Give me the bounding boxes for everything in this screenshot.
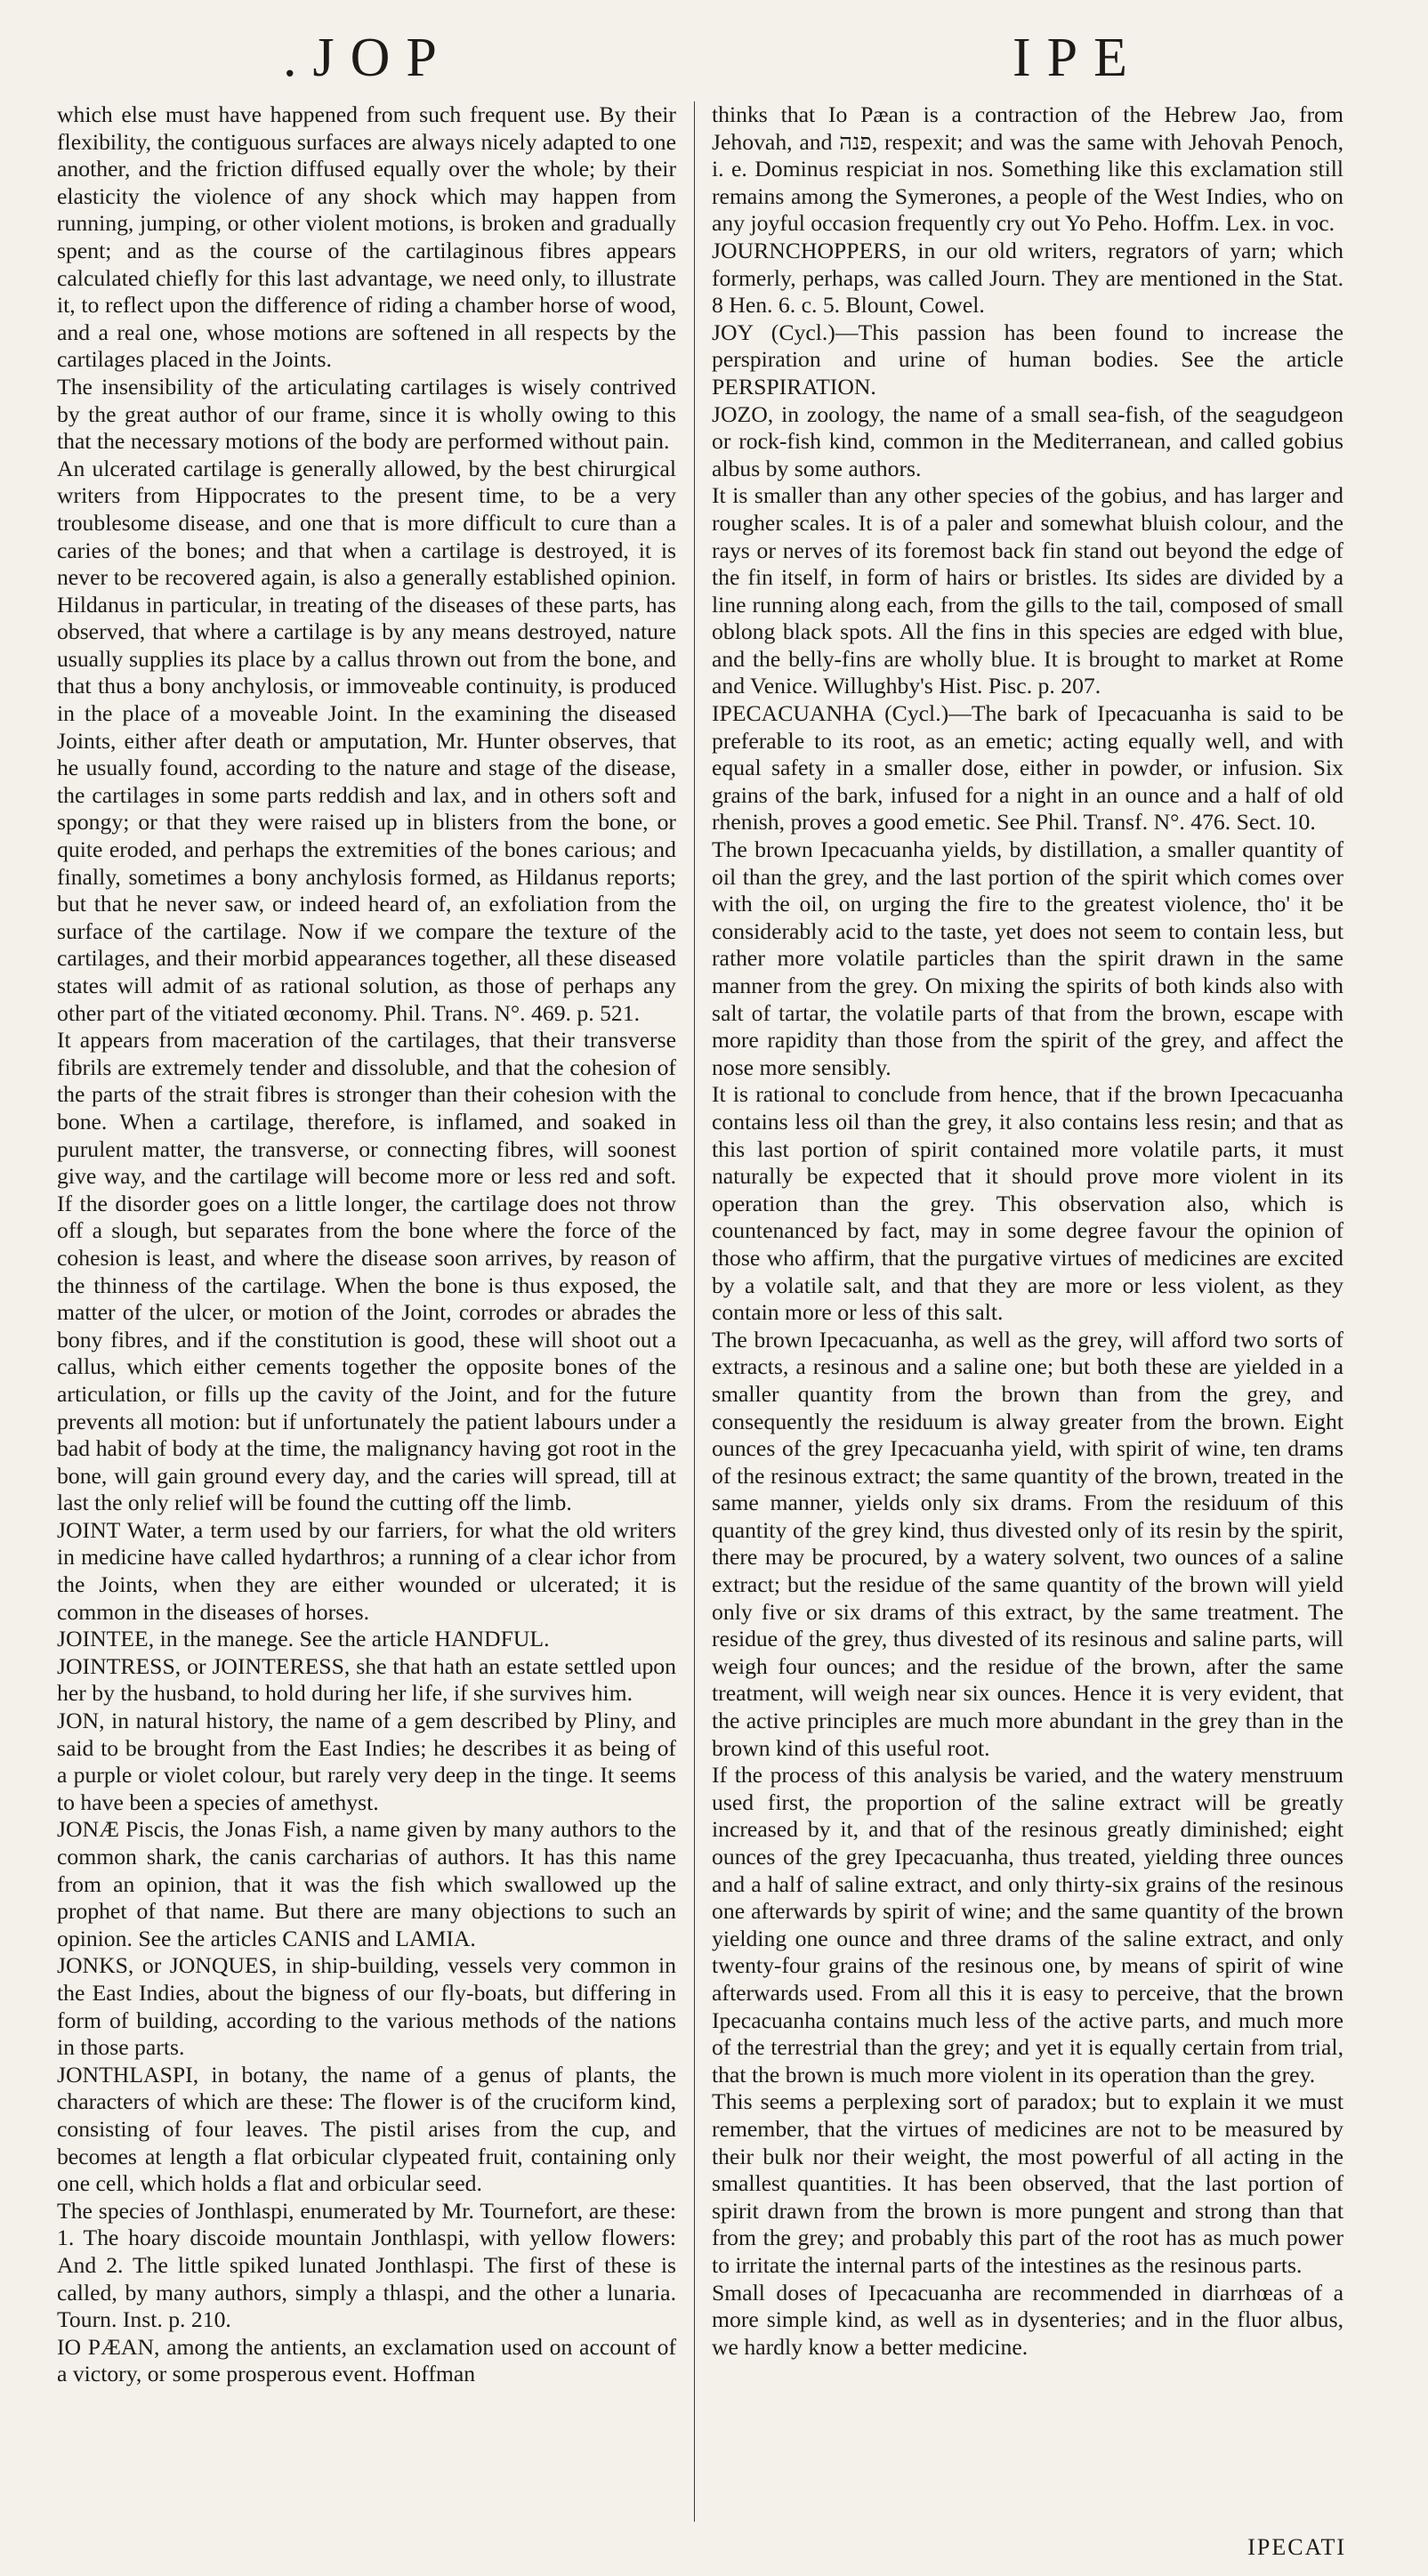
entry-jonae-piscis: JONÆ Piscis, the Jonas Fish, a name given by many authors to the common shark, the canis carcharias of authors. It has this name from an opinion, that it was the fish which swallowed up the prophet of that name. But there are many objections to such an opinion. See the articles CANIS and LAMIA. <box>57 1816 676 1951</box>
paragraph: This seems a perplexing sort of paradox; but to explain it we must remember, that the virtues of medicines are not to be measured by their bulk nor their weight, the most powerful of all acting in the smallest quantities. It has been observed, that the last portion of spirit drawn from the brown is more pungent and strong than that from the grey; and probably this part of the root has as much power to irritate the internal parts of the intestines as the resinous parts. <box>712 2088 1343 2278</box>
entry-jonks: JONKS, or JONQUES, in ship-building, vessels very common in the East Indies, about the bigness of our fly-boats, but differing in form of building, according to the various methods of the nations in those parts. <box>57 1952 676 2061</box>
paragraph: It is smaller than any other species of the gobius, and has larger and rougher scales. It is of a paler and somewhat bluish colour, and the rays or nerves of its foremost back fin stand out beyond the edge of the fin itself, in form of hairs or bristles. Its sides are divided by a line running along each, from the gills to the tail, composed of small oblong black spots. All the fins in this species are edged with blue, and the belly-fins are wholly blue. It is brought to market at Rome and Venice. Willughby's Hist. Pisc. p. 207. <box>712 482 1343 699</box>
right-column <box>712 101 1343 2361</box>
paragraph: The species of Jonthlaspi, enumerated by Mr. Tournefort, are these: 1. The hoary discoide mountain Jonthlaspi, with yellow flowers: And 2. The little spiked lunated Jonthlaspi. The first of these is called, by many authors, simply a thlaspi, and the other a lunaria. Tourn. Inst. p. 210. <box>57 2197 676 2333</box>
running-head-left: .JOP <box>283 28 453 88</box>
paragraph: If the process of this analysis be varied, and the watery menstruum used first, the proportion of the saline extract will be greatly increased by it, and that of the resinous greatly diminished; eight ounces of the grey Ipecacuanha, thus treated, yielding three ounces and a half of saline extract, and only thirty-six grains of the resinous one afterwards by spirit of wine; and the same quantity of the brown yielding one ounce and three drams of the saline extract, and only twenty-four grains of the resinous one, by means of spirit of wine afterwards used. From all this it is easy to perceive, that the brown Ipecacuanha contains much less of the active parts, and much more of the terrestrial than the grey; and yet it is equally certain from trial, that the brown is much more violent in its operation than the grey. <box>712 1762 1343 2087</box>
entry-jointee: JOINTEE, in the manege. See the article HANDFUL. <box>57 1626 550 1652</box>
entry-journchoppers: JOURNCHOPPERS, in our old writers, regrators of yarn; which formerly, perhaps, was called Journ. They are mentioned in the Stat. 8 Hen. 6. c. 5. Blount, Cowel. <box>712 237 1343 319</box>
column-divider <box>694 101 695 2522</box>
paragraph: An ulcerated cartilage is generally allowed, by the best chirurgical writers from Hippocrates to the present time, to be a very troublesome disease, and one that is more difficult to cure than a caries of the bones; and that when a cartilage is destroyed, it is never to be recovered again, is also a generally established opinion. Hildanus in particular, in treating of the diseases of these parts, has observed, that where a cartilage is by any means destroyed, nature usually supplies its place by a callus thrown out from the bone, and that thus a bony anchylosis, or immoveable continuity, is produced in the place of a moveable Joint. In the examining the diseased Joints, either after death or amputation, Mr. Hunter observes, that he usually found, according to the nature and stage of the disease, the cartilages in some parts reddish and lax, and in others soft and spongy; or that they were raised up in blisters from the bone, or quite eroded, and perhaps the extremities of the bones carious; and finally, sometimes a bony anchylosis formed, as Hildanus reports; but that he never saw, or indeed heard of, an exfoliation from the surface of the cartilage. Now if we compare the texture of the cartilages, and their morbid appearances together, all these diseased states will admit of as rational solution, as those of perhaps any other part of the vitiated œconomy. Phil. Trans. N°. 469. p. 521. <box>57 455 676 1026</box>
entry-joint-water: JOINT Water, a term used by our farriers, for what the old writers in medicine have called hydarthros; a running of a clear ichor from the Joints, when they are either wounded or ulcerated; it is common in the diseases of horses. <box>57 1516 676 1625</box>
entry-jozo: JOZO, in zoology, the name of a small sea-fish, of the seagudgeon or rock-fish kind, common in the Mediterranean, and called gobius albus by some authors. <box>712 400 1343 481</box>
left-column <box>57 101 676 2388</box>
paragraph: which else must have happened from such frequent use. By their flexibility, the contiguous surfaces are always nicely adapted to one another, and the friction diffused equally over the whole; by their elasticity the violence of any shock which may happen from running, jumping, or other violent motions, is broken and gradually spent; and as the course of the cartilaginous fibres appears calculated chiefly for this last advantage, we need only, to illustrate it, to reflect upon the difference of riding a chamber horse of wood, and a real one, whose motions are softened in all respects by the cartilages placed in the Joints. <box>57 101 676 373</box>
entry-ipecacuanha: IPECACUANHA (Cycl.)—The bark of Ipecacuanha is said to be preferable to its root, as an emetic; acting equally well, and with equal safety in a smaller dose, either in powder, or infusion. Six grains of the bark, infused for a night in an ounce and a half of old rhenish, proves a good emetic. See Phil. Transf. N°. 476. Sect. 10. <box>712 700 1343 836</box>
running-head-right: IPE <box>1013 28 1143 88</box>
paragraph: It appears from maceration of the cartilages, that their transverse fibrils are extremely tender and dissoluble, and that the cohesion of the parts of the strait fibres is stronger than their cohesion with the bone. When a cartilage, therefore, is inflamed, and soaked in purulent matter, the transverse, or connecting fibres, will soonest give way, and the cartilage will become more or less red and soft. If the disorder goes on a little longer, the cartilage does not throw off a slough, but separates from the bone where the force of the cohesion is least, and where the disease soon arrives, by reason of the thinness of the cartilage. When the bone is thus exposed, the matter of the ulcer, or motion of the Joint, corrodes or abrades the bony fibres, and if the constitution is good, these will shoot out a callus, which either cements together the opposite bones of the articulation, or fills up the cavity of the Joint, and for the future prevents all motion: but if unfortunately the patient labours under a bad habit of body at the time, the malignancy having got root in the bone, will gain ground every day, and the caries will spread, till at last the only relief will be found the cutting off the limb. <box>57 1027 676 1516</box>
paragraph: It is rational to conclude from hence, that if the brown Ipecacuanha contains less oil than the grey, it also contains less resin; and that as this last portion of spirit contained more volatile parts, it must naturally be expected that it should prove more violent in its operation than the grey. This observation also, which is countenanced by fact, may in some degree favour the opinion of those who affirm, that the purgative virtues of medicines are excited by a volatile salt, and that they are more or less violent, as they contain more or less of this salt. <box>712 1081 1343 1326</box>
entry-jonthlaspi: JONTHLASPI, in botany, the name of a genus of plants, the characters of which are these: The flower is of the cruciform kind, consisting of four leaves. The pistil arises from the cup, and becomes at length a flat orbicular clypeated fruit, containing only one cell, which holds a flat and orbicular seed. <box>57 2061 676 2197</box>
entry-jon: JON, in natural history, the name of a gem described by Pliny, and said to be brought from the East Indies; he describes it as being of a purple or violet colour, but rarely very deep in the tinge. It seems to have been a species of amethyst. <box>57 1708 676 1815</box>
entry-io-paean: IO PÆAN, among the antients, an exclamation used on account of a victory, or some prosperous event. Hoffman <box>57 2333 676 2387</box>
catchword: IPECATI <box>1247 2534 1346 2560</box>
entry-jointress: JOINTRESS, or JOINTERESS, she that hath an estate settled upon her by the husband, to hold during her life, if she survives him. <box>57 1652 676 1707</box>
paragraph: Small doses of Ipecacuanha are recommended in diarrhœas of a more simple kind, as well as in dysenteries; and in the fluor albus, we hardly know a better medicine. <box>712 2279 1343 2360</box>
entry-joy: JOY (Cycl.)—This passion has been found to increase the perspiration and urine of human bodies. See the article PERSPIRATION. <box>712 319 1343 400</box>
paragraph: thinks that Io Pæan is a contraction of the Hebrew Jao, from Jehovah, and פנה, respexit; and was the same with Jehovah Penoch, i. e. Dominus respiciat in nos. Something like this exclamation still remains among the Symerones, a people of the West Indies, who on any joyful occasion frequently cry out Yo Peho. Hoffm. Lex. in voc. <box>712 101 1344 237</box>
paragraph: The brown Ipecacuanha yields, by distillation, a smaller quantity of oil than the grey, and the last portion of the spirit which comes over with the oil, on urging the fire to the greatest violence, tho' it be considerably acid to the taste, yet does not seem to contain less, but rather more volatile particles than the spirit drawn in the same manner from the grey. On mixing the spirits of both kinds also with salt of tartar, the volatile parts of that from the brown, escape with more rapidity than those from the spirit of the grey, and affect the nose more sensibly. <box>712 836 1343 1080</box>
paragraph: The brown Ipecacuanha, as well as the grey, will afford two sorts of extracts, a resinous and a saline one; but both these are yielded in a smaller quantity from the brown than from the grey, and consequently the residuum is alway greater from the brown. Eight ounces of the grey Ipecacuanha yield, with spirit of wine, ten drams of the resinous extract; the same quantity of the brown, treated in the same manner, yields only six drams. From the residuum of this quantity of the grey kind, thus divested only of its resin by the spirit, there may be procured, by a watery solvent, two ounces of a saline extract; but the residue of the same quantity of the brown will yield only five or six drams of this extract, by the same treatment. The residue of the grey, thus divested of its resinous and saline parts, will weigh four ounces; and the residue of the brown, after the same treatment, will weigh near six ounces. Hence it is very evident, that the active principles are much more abundant in the grey than in the brown kind of this useful root. <box>712 1326 1343 1761</box>
paragraph: The insensibility of the articulating cartilages is wisely contrived by the great author of our frame, since it is wholly owing to this that the necessary motions of the body are performed without pain. <box>57 373 676 455</box>
